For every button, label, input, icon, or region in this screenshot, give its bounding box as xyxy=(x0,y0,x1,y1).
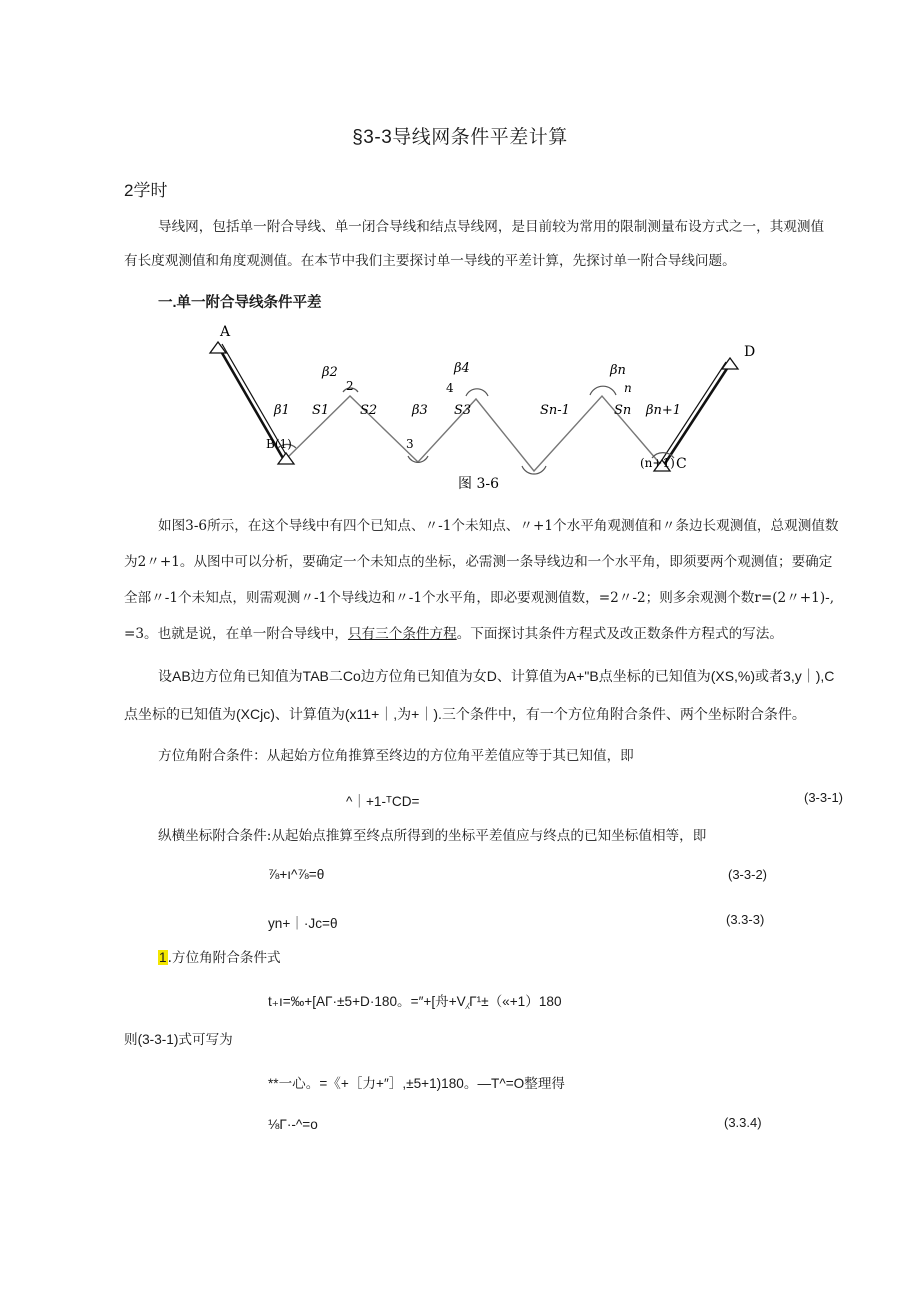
class-hours: 2学时 xyxy=(124,181,168,200)
label-c: C xyxy=(676,456,687,472)
para3-line-1: 设AB边方位角已知值为TAB二Co边方位角已知值为女D、计算值为A+"B点坐标的已知值为(XS,%)或者3,y｜),C xyxy=(158,668,835,684)
angle-arc-n xyxy=(590,386,616,395)
para5: 纵横坐标附合条件:从起始点推算至终点所得到的坐标平差值应与终点的已知坐标值相等，即 xyxy=(158,828,707,844)
label-beta2: β2 xyxy=(322,365,338,380)
para2-line-3: 全部〃-1个未知点，则需观测〃-1个导线边和〃-1个水平角，即必要观测值数，=2〃-2；则多余观测个数r=(2〃+1)-, xyxy=(124,590,835,606)
label-point-n: n xyxy=(624,381,632,395)
label-point-3: 3 xyxy=(406,437,414,451)
para2-line-1: 如图3-6所示，在这个导线中有四个已知点、〃-1个未知点、〃+1个水平角观测值和〃条边长观测值，总观测值数 xyxy=(158,518,839,534)
section-heading: 一.单一附合导线条件平差 xyxy=(158,295,322,311)
para4: 方位角附合条件：从起始方位角推算至终边的方位角平差值应等于其已知值，即 xyxy=(158,748,634,764)
intro-line-1: 导线网，包括单一附合导线、单一闭合导线和结点导线网，是目前较为常用的限制测量布设方式之一，其观测值 xyxy=(158,219,825,235)
label-beta1: β1 xyxy=(274,403,290,418)
equation-azimuth-expansion: t₊ı=‰+[AΓ·±5+D·180。=″+[舟+V⁁Γ¹±（«+1）180 xyxy=(268,994,562,1009)
label-n1: (n+1) xyxy=(640,456,675,470)
equation-3-3-2: ⅞+ı^⅞=θ xyxy=(268,867,325,882)
label-sn-1: Sn-1 xyxy=(540,403,570,418)
para2-line-4-post: 。下面探讨其条件方程式及改正数条件方程式的写法。 xyxy=(456,626,783,642)
label-s1: S1 xyxy=(312,403,330,418)
label-b: B(1) xyxy=(266,437,292,451)
intro-line-2: 有长度观测值和角度观测值。在本节中我们主要探讨单一导线的平差计算，先探讨单一附合导线问题。 xyxy=(124,253,736,269)
label-sn: Sn xyxy=(614,403,632,418)
figure-caption: 图 3-6 xyxy=(458,476,499,492)
label-beta4: β4 xyxy=(454,361,470,376)
equation-number-3-3-1: (3-3-1) xyxy=(804,790,844,805)
label-s3: S3 xyxy=(454,403,472,418)
label-a: A xyxy=(220,324,231,340)
para2-line-2: 为2〃+1。从图中可以分析，要确定一个未知点的坐标，必需测一条导线边和一个水平角，即须要两个观测值；要确定 xyxy=(124,554,833,570)
traverse-figure xyxy=(200,320,760,500)
item-1-number: 1 xyxy=(159,950,167,965)
page-title: §3-3导线网条件平差计算 xyxy=(352,127,568,148)
equation-number-3-3-3: (3.3-3) xyxy=(726,912,765,927)
para6: 则(3-3-1)式可写为 xyxy=(124,1032,233,1047)
label-s2: S2 xyxy=(360,403,378,418)
label-betan1: βn+1 xyxy=(646,403,682,418)
label-point-2: 2 xyxy=(346,379,354,393)
label-beta3: β3 xyxy=(412,403,428,418)
label-betan: βn xyxy=(610,363,626,378)
equation-rewritten: **一心。=《+［力+″］,±5+1)180。—T^=O整理得 xyxy=(268,1076,566,1091)
item-1-heading xyxy=(158,946,281,966)
para3-line-2: 点坐标的已知值为(XCjc)、计算值为(x11+｜,为+｜).三个条件中，有一个方位角附合条件、两个坐标附合条件。 xyxy=(124,706,806,722)
equation-3-3-1: ^｜+1-ᵀCD= xyxy=(346,794,420,809)
label-d: D xyxy=(744,344,756,360)
traverse-polyline xyxy=(286,396,662,471)
para2-underlined: 只有三个条件方程 xyxy=(347,626,457,642)
equation-3-3-3: yn+｜·Jc=θ xyxy=(268,916,338,931)
para2-line-4-pre: =3。也就是说，在单一附合导线中， xyxy=(124,626,348,642)
angle-arc-4 xyxy=(466,389,488,396)
equation-3-3-4: ⅛Γ·-^=o xyxy=(268,1117,318,1132)
label-point-4: 4 xyxy=(446,381,454,395)
item-1-text: .方位角附合条件式 xyxy=(167,950,281,966)
equation-number-3-3-2: (3-3-2) xyxy=(728,867,768,882)
para2-line-4 xyxy=(124,622,783,642)
equation-number-3-3-4: (3.3.4) xyxy=(724,1115,762,1130)
